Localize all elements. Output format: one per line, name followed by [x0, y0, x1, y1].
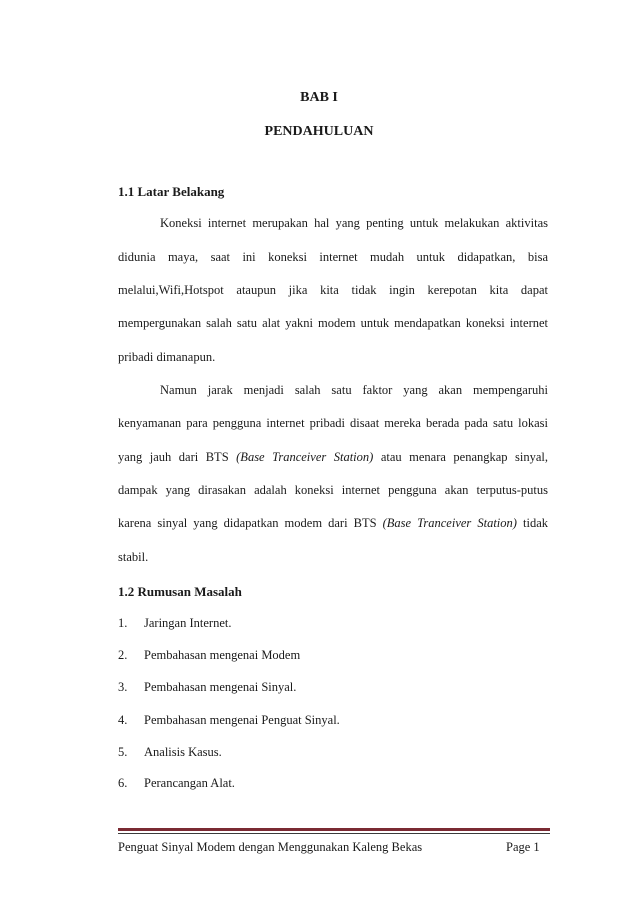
list-number: 1. [118, 616, 128, 630]
section-heading-latar-belakang: 1.1 Latar Belakang [118, 184, 225, 199]
text-span: tidak [516, 516, 548, 530]
list-item [118, 648, 300, 663]
paragraph-line: didunia maya, saat ini koneksi internet mudah untuk didapatkan, bisa [118, 250, 548, 264]
list-text: Pembahasan mengenai Penguat Sinyal. [144, 713, 340, 727]
list-item [118, 745, 222, 760]
bts-term: (Base Tranceiver Station) [382, 516, 517, 530]
text-span: atau menara penangkap sinyal, [373, 450, 549, 464]
list-number: 4. [118, 713, 128, 727]
footer-rule-accent [118, 828, 550, 831]
list-number: 6. [118, 776, 128, 790]
chapter-title: PENDAHULUAN [264, 124, 374, 139]
paragraph-line [118, 450, 548, 465]
paragraph-line: Koneksi internet merupakan hal yang penting untuk melakukan aktivitas [160, 216, 548, 230]
paragraph-line: Namun jarak menjadi salah satu faktor yang akan mempengaruhi [160, 383, 548, 397]
chapter-number: BAB I [300, 90, 338, 105]
section-heading-rumusan-masalah: 1.2 Rumusan Masalah [118, 584, 242, 599]
page-number: Page 1 [506, 840, 540, 854]
paragraph-line: stabil. [118, 550, 149, 564]
footer-title: Penguat Sinyal Modem dengan Menggunakan Kaleng Bekas [118, 840, 423, 854]
paragraph-line: kenyamanan para pengguna internet pribadi disaat mereka berada pada satu lokasi [118, 416, 548, 430]
list-number: 5. [118, 745, 128, 759]
list-item [118, 776, 235, 791]
list-text: Analisis Kasus. [144, 745, 222, 759]
list-number: 3. [118, 680, 128, 694]
paragraph-line: dampak yang dirasakan adalah koneksi internet pengguna akan terputus-putus [118, 483, 548, 497]
list-text: Perancangan Alat. [144, 776, 235, 790]
list-text: Pembahasan mengenai Modem [144, 648, 301, 662]
paragraph-line [118, 516, 548, 531]
list-item [118, 616, 231, 631]
list-item [118, 713, 340, 728]
list-item [118, 680, 296, 695]
text-span: yang jauh dari BTS [118, 450, 237, 464]
footer-rule [118, 833, 550, 834]
paragraph-line: mempergunakan salah satu alat yakni modem untuk mendapatkan koneksi internet [118, 316, 548, 330]
bts-term: (Base Tranceiver Station) [236, 450, 374, 464]
paragraph-line: melalui,Wifi,Hotspot ataupun jika kita tidak ingin kerepotan kita dapat [118, 283, 548, 297]
list-text: Jaringan Internet. [144, 616, 232, 630]
list-number: 2. [118, 648, 128, 662]
list-text: Pembahasan mengenai Sinyal. [144, 680, 297, 694]
text-span: karena sinyal yang didapatkan modem dari BTS [118, 516, 383, 530]
paragraph-line: pribadi dimanapun. [118, 350, 216, 364]
